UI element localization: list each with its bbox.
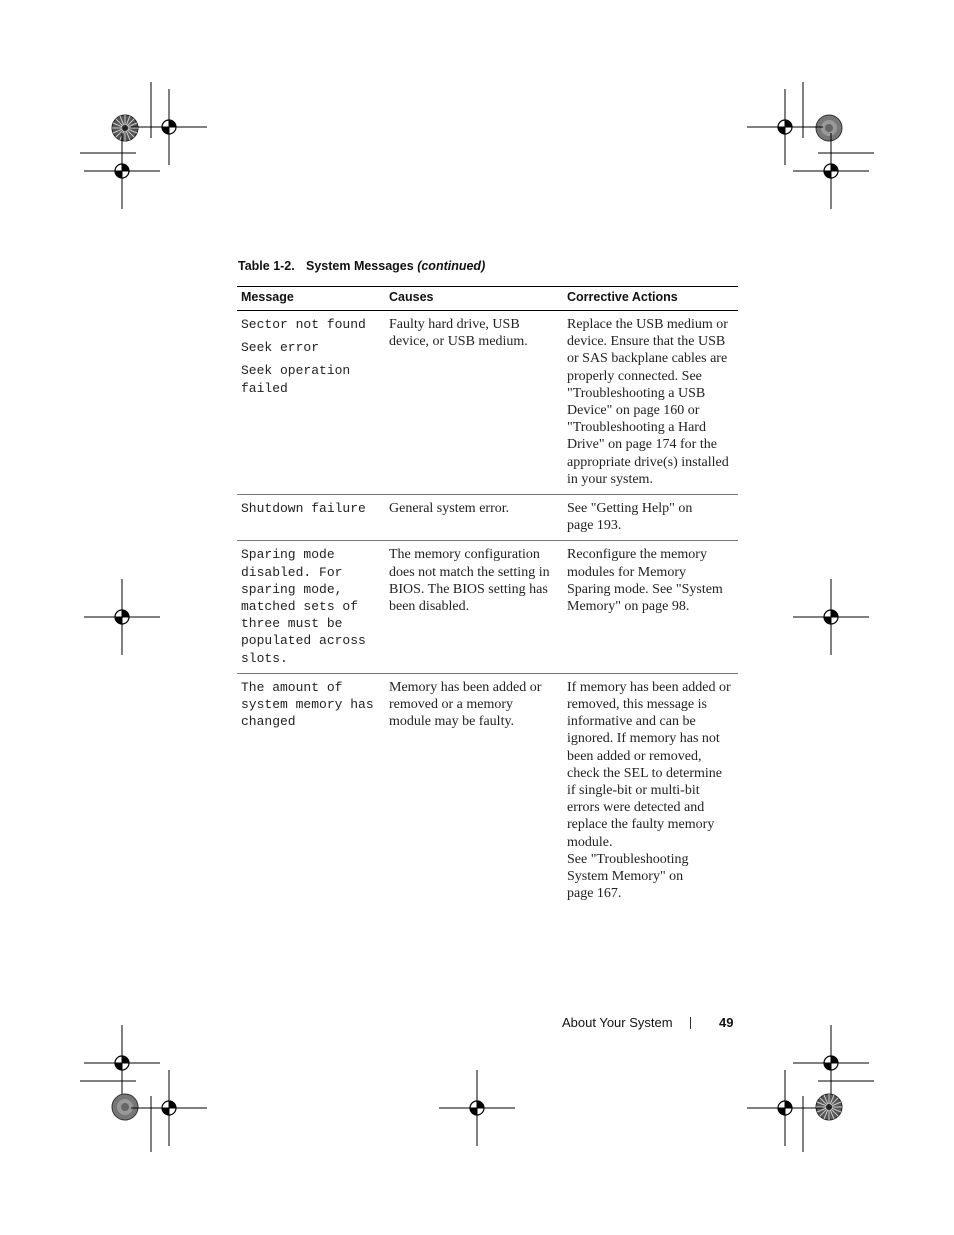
action-line: removed, this message is [567,697,707,713]
action-line: System Memory" on [567,869,684,885]
cause-line: Faulty hard drive, USB [389,317,520,332]
header-message: Message [237,287,385,311]
message-line: three must be [241,616,343,632]
message-line: Seek operation [241,363,351,379]
cause-line: BIOS. The BIOS setting has [389,581,548,597]
table-number: Table 1-2. [238,259,295,273]
action-line: Replace the USB medium or [567,317,728,332]
action-line: appropriate drive(s) installed [567,454,729,470]
action-line: properly connected. See [567,368,702,384]
message-line: Sparing mode [241,547,335,563]
action-line: if single-bit or multi-bit [567,783,700,799]
action-line: If memory has been added or [567,679,731,695]
table-row [237,541,738,673]
action-line: Memory" on page 98. [567,599,690,615]
action-line: Device" on page 160 or [567,403,700,419]
cause-line: module may be faulty. [389,714,515,730]
message-text [241,316,381,333]
message-text [241,339,381,356]
action-line: See "Getting Help" on [567,501,693,517]
action-line: or SAS backplane cables are [567,351,728,367]
causes-cell [385,311,563,495]
action-line: modules for Memory [567,564,686,580]
footer-section-title: About Your System [562,1015,673,1030]
action-line: ignored. If memory has not [567,731,720,747]
message-line: matched sets of [241,599,359,615]
action-line: Reconfigure the memory [567,547,707,563]
table-caption [238,259,485,273]
table-row [237,311,738,495]
cause-line: device, or USB medium. [389,334,528,350]
action-line: See "Troubleshooting [567,851,689,867]
footer-separator [690,1017,691,1029]
corrective-actions-cell [563,541,738,673]
message-line: The amount of [241,679,343,695]
action-line: replace the faulty memory [567,817,715,833]
header-corrective-actions: Corrective Actions [563,287,738,311]
message-line: Seek error [241,340,320,356]
action-line: been added or removed, [567,748,702,764]
table-continued-note: (continued) [417,259,486,273]
message-line: Shutdown failure [241,501,366,517]
corrective-actions-cell [563,495,738,541]
action-line: "Troubleshooting a USB [567,385,706,401]
message-line: disabled. For [241,564,343,580]
table-row [237,495,738,541]
message-line: sparing mode, [241,581,343,597]
action-line: page 193. [567,518,622,534]
message-cell [237,495,385,541]
cause-line: The memory configuration [389,547,540,563]
message-line: failed [241,380,288,396]
cause-line: does not match the setting in [389,564,550,580]
causes-cell [385,673,563,908]
header-causes: Causes [385,287,563,311]
action-line: module. [567,834,613,850]
message-text [241,362,381,396]
action-line: device. Ensure that the USB [567,334,726,350]
message-line: changed [241,714,296,730]
cause-line: been disabled. [389,599,470,615]
system-messages-table [237,286,738,909]
message-cell [237,311,385,495]
corrective-actions-cell [563,311,738,495]
message-line: populated across [241,633,366,649]
action-line: page 167. [567,886,622,902]
corrective-actions-cell [563,673,738,908]
message-cell [237,541,385,673]
message-line: slots. [241,650,288,666]
action-line: errors were detected and [567,800,705,816]
cause-line: Memory has been added or [389,679,542,695]
action-line: "Troubleshooting a Hard [567,420,706,436]
causes-cell [385,541,563,673]
action-line: informative and can be [567,714,696,730]
causes-cell [385,495,563,541]
message-text [241,546,381,666]
cause-line: General system error. [389,501,510,517]
action-line: check the SEL to determine [567,765,722,781]
message-cell [237,673,385,908]
table-header-row [237,287,738,311]
table-title: System Messages [306,259,414,273]
message-line: system memory has [241,697,374,713]
action-line: Sparing mode. See "System [567,581,723,597]
message-line: Sector not found [241,317,366,332]
page-number: 49 [719,1015,734,1030]
action-line: in your system. [567,471,653,487]
cause-line: removed or a memory [389,697,514,713]
message-text [241,500,381,517]
table-row [237,673,738,908]
message-text [241,679,381,731]
action-line: Drive" on page 174 for the [567,437,717,453]
